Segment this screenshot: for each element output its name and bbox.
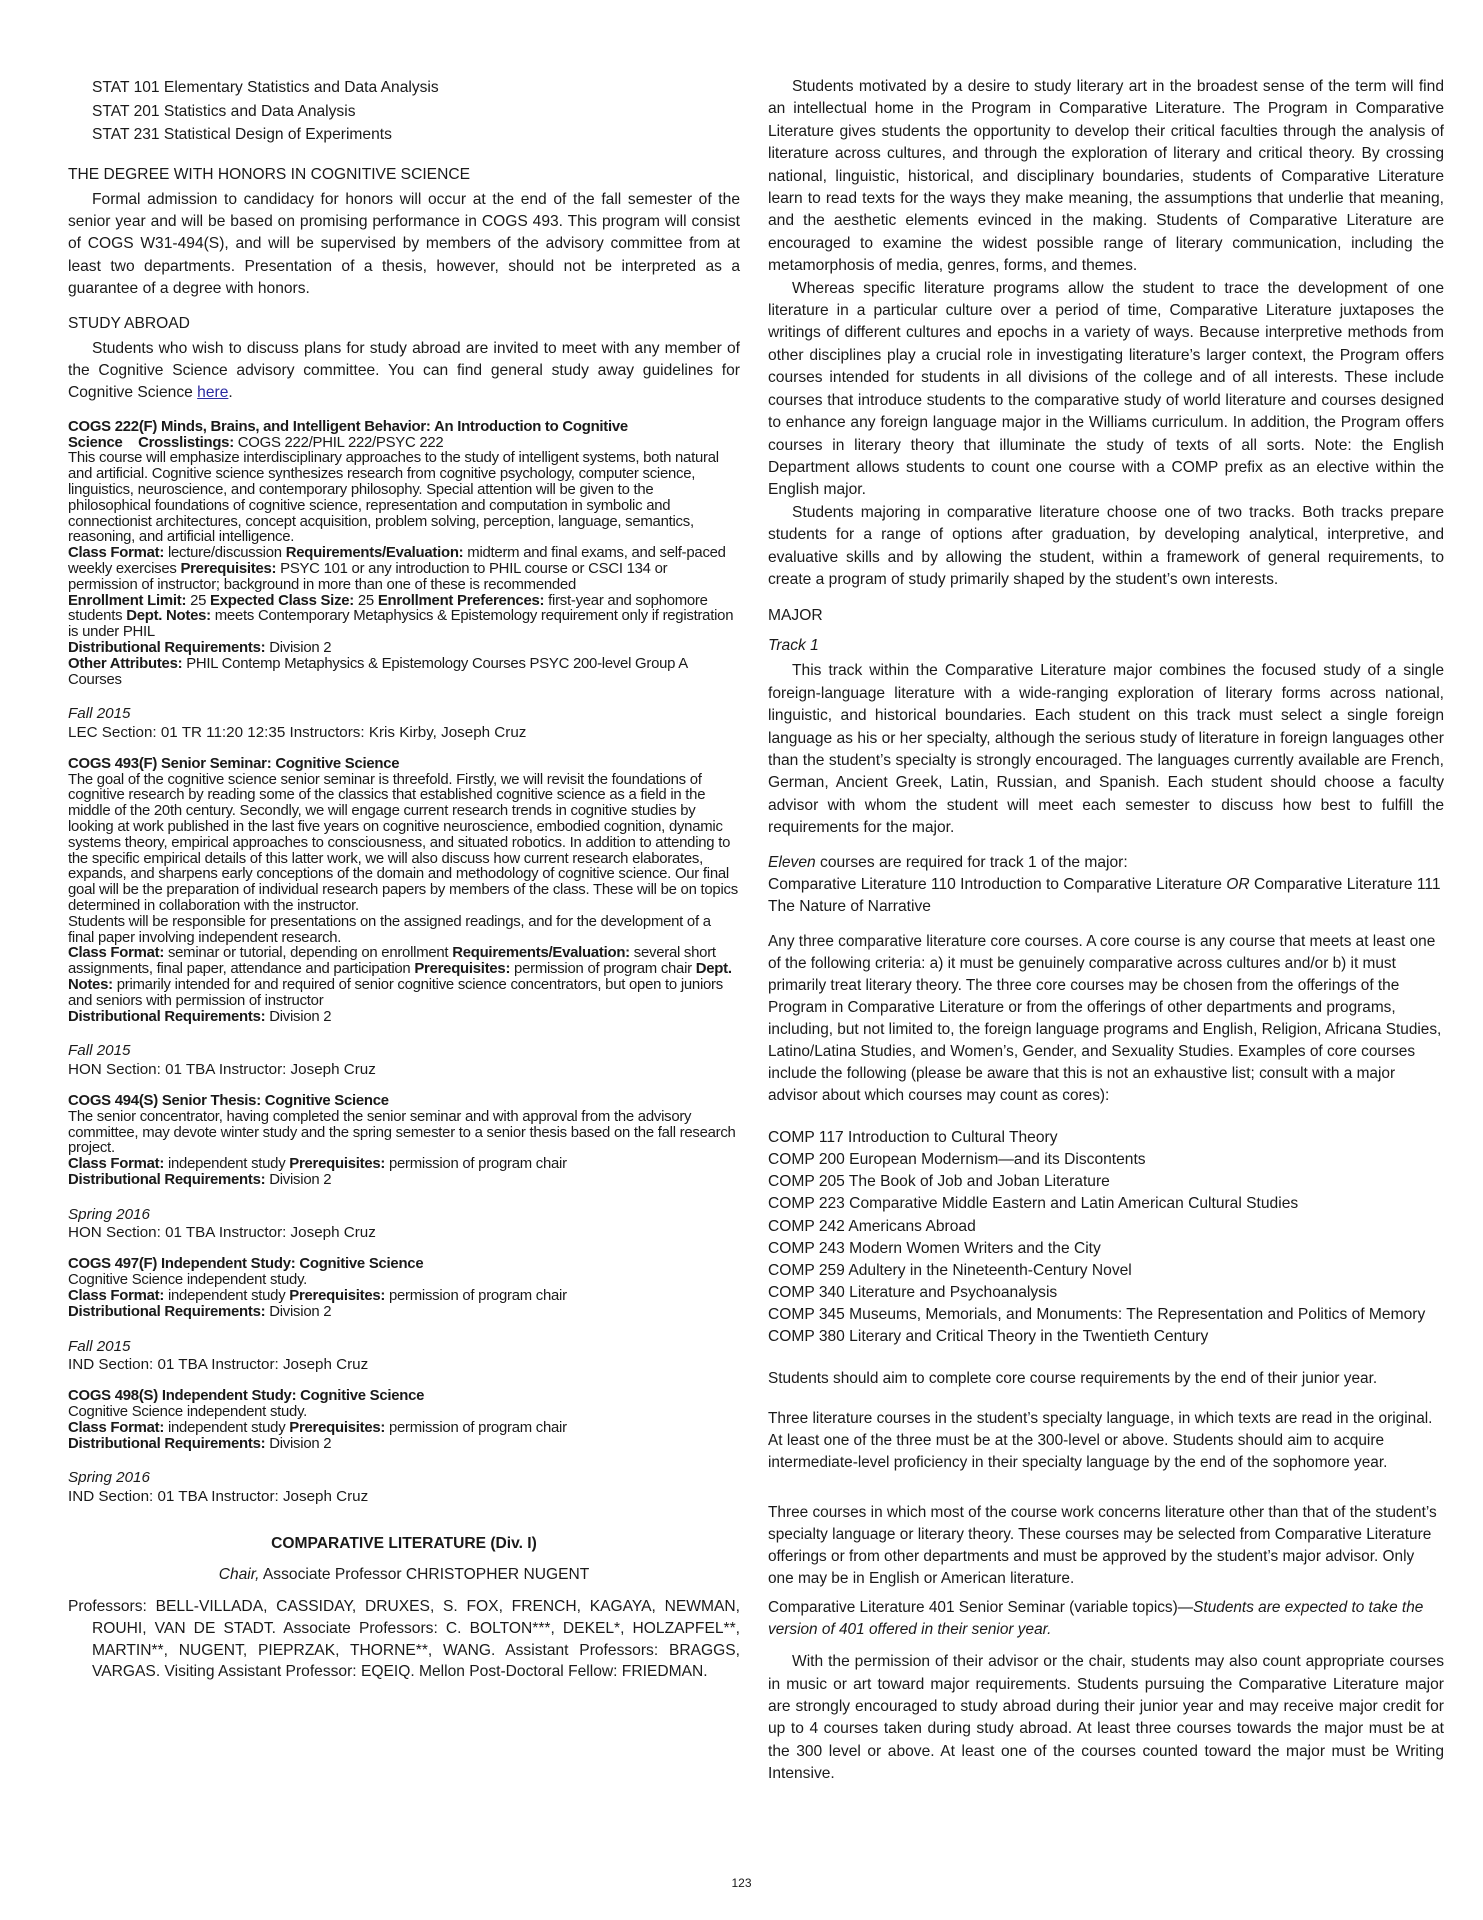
enrollment-preferences-label: Enrollment Preferences: — [377, 592, 545, 609]
study-abroad-end: . — [228, 384, 233, 402]
course-cogs-222 — [68, 420, 740, 689]
course-title: COGS 498(S) Independent Study: Cognitive Science — [68, 1388, 425, 1405]
prerequisites-label: Prerequisites: — [289, 1288, 386, 1304]
course-title: COGS 493(F) Senior Seminar: Cognitive Science — [68, 755, 400, 772]
right-column — [768, 76, 1444, 1786]
prerequisites-value: PSYC 101 or any introduction to PHIL course or CSCI 134 or permission of instructor; background in more than one of these is recommended — [68, 560, 668, 593]
enrollment-limit-label: Enrollment Limit: — [68, 592, 187, 609]
prerequisites-value: permission of program chair — [510, 961, 696, 978]
course-description: The senior concentrator, having completed the senior seminar and with approval from the advisory committee, may devote winter study and the spring semester to a senior thesis based on the fall research project. — [68, 1108, 736, 1157]
prerequisites-label: Prerequisites: — [180, 560, 277, 577]
specialty-language-paragraph: Three literature courses in the student’s specialty language, in which texts are read in the original. At least one of the three must be at the 300-level or above. Students should aim to acquire intermediate-level proficiency in their specialty language by the end of the sophomore year. — [768, 1410, 1433, 1472]
distributional-value: Division 2 — [265, 1172, 332, 1189]
course-schedule — [68, 1206, 740, 1243]
req-or: OR — [1226, 875, 1250, 893]
section-info: HON Section: 01 TBA Instructor: Joseph Cruz — [68, 1060, 376, 1078]
course-description: Cognitive Science independent study. — [68, 1403, 308, 1420]
req-part-a: Comparative Literature 110 Introduction to Comparative Literature — [768, 875, 1227, 893]
eleven-emphasis: Eleven — [768, 853, 816, 871]
crosslistings-label: Crosslistings: — [138, 434, 234, 451]
class-format-value: independent study — [164, 1419, 290, 1436]
course-description: Cognitive Science independent study. — [68, 1272, 308, 1289]
prerequisites-value: permission of program chair — [385, 1156, 567, 1173]
course-description: The goal of the cognitive science senior seminar is threefold. Firstly, we will revisit the foundations of cognitive research by reading some of the classics that established cognitive science as a field in the middle of the 20th century. Secondly, we will engage current research trends in cognitive studies by looking at work published in the last five years on cognitive neuroscience, embodied cognition, dynamic systems theory, empirical approaches to consciousness, and situated robotics. In addition to attending to the specific empirical details of this latter work, we will also discuss how current research elaborates, expands, and sharpens early conceptions of the domain and methodology of cognitive science. Our final goal will be the preparation of individual research papers by members of the class. These will be on topics determined in collaboration with the instructor. — [68, 771, 738, 915]
enrollment-limit-value: 25 — [186, 592, 211, 609]
prerequisites-label: Prerequisites: — [289, 1419, 386, 1436]
page-number: 123 — [731, 1876, 752, 1890]
course-cogs-498 — [68, 1389, 740, 1452]
dept-notes-value: meets Contemporary Metaphysics & Epistemology requirement only if registration is under PHIL — [68, 608, 734, 641]
intro-paragraph-1: Students motivated by a desire to study literary art in the broadest sense of the term will find an intellectual home in the Program in Comparative Literature. The Program in Comparative Literature gives students the opportunity to develop their critical faculties through the analysis of literature across cultures, and through the exploration of literary and critical theory. By crossing national, linguistic, historical, and disciplinary boundaries, students of Comparative Literature learn to read texts for the ways they make meaning, the assumptions that underlie that meaning, and the aesthetic elements evinced in the making. Students of Comparative Literature are encouraged to examine the widest possible range of literary communication, including the metamorphosis of media, genres, forms, and themes. — [768, 78, 1444, 275]
class-format-value: independent study — [164, 1156, 290, 1173]
prerequisites-label: Prerequisites: — [414, 961, 511, 978]
senior-seminar-line — [768, 1597, 1444, 1641]
expected-size-label: Expected Class Size: — [210, 592, 355, 609]
crosslistings-value: COGS 222/PHIL 222/PSYC 222 — [233, 434, 444, 451]
eleven-courses-line — [768, 852, 1444, 874]
dept-notes-label: Dept. Notes: — [126, 608, 211, 625]
class-format-label: Class Format: — [68, 1156, 165, 1173]
core-course-list — [768, 1127, 1444, 1348]
other-attributes-value: PHIL Contemp Metaphysics & Epistemology Courses PSYC 200-level Group A Courses — [68, 655, 688, 688]
distributional-value: Division 2 — [265, 1435, 332, 1452]
comp-lit-title: COMPARATIVE LITERATURE (Div. I) — [271, 1534, 537, 1552]
comp-lit-faculty: Professors: BELL-VILLADA, CASSIDAY, DRUXES, S. FOX, FRENCH, KAGAYA, NEWMAN, ROUHI, VAN DE STADT. Associate Professors: C. BOLTON***, DEKEL*, HOLZAPFEL**, MARTIN**, NUGENT, PIEPRZAK, THORNE**, WANG. Assistant Professors: BRAGGS, VARGAS. Visiting Assistant Professor: EQEIQ. Mellon Post-Doctoral Fellow: FRIEDMAN. — [68, 1597, 740, 1681]
stat-course-item: STAT 201 Statistics and Data Analysis — [92, 102, 356, 120]
core-course-item: COMP 243 Modern Women Writers and the City — [768, 1239, 1101, 1257]
requirements-value: midterm and final exams, and self-paced weekly exercises — [68, 545, 726, 577]
distributional-label: Distributional Requirements: — [68, 1303, 266, 1320]
eleven-rest: courses are required for track 1 of the major: — [815, 853, 1128, 871]
course-cogs-493 — [68, 757, 740, 1026]
term-label: Spring 2016 — [68, 1205, 150, 1223]
distributional-label: Distributional Requirements: — [68, 1435, 266, 1452]
class-format-label: Class Format: — [68, 1288, 165, 1304]
chair-label: Chair, — [218, 1565, 260, 1583]
distributional-label: Distributional Requirements: — [68, 639, 266, 656]
final-paragraph: With the permission of their advisor or the chair, students may also count appropriate courses in music or art toward major requirements. Students pursuing the Comparative Literature major are strongly encouraged to study abroad during their junior year and may receive major credit for up to 4 courses taken during study abroad. At least three courses towards the major must be at the 300 level or above. At least one of the courses counted toward the major must be Writing Intensive. — [768, 1653, 1444, 1783]
other-literature-paragraph: Three courses in which most of the course work concerns literature other than that of the student’s specialty language or literary theory. These courses may be selected from Comparative Literature offerings or from other departments and must be approved by the student’s major advisor. Only one may be in English or American literature. — [768, 1504, 1437, 1588]
enrollment-preferences-value: first-year and sophomore students — [68, 592, 708, 625]
course-title: COGS 494(S) Senior Thesis: Cognitive Science — [68, 1093, 389, 1110]
core-courses-paragraph: Any three comparative literature core courses. A core course is any course that meets at least one of the following criteria: a) it must be genuinely comparative across cultures and/or b) it must primarily treat literary theory. The three core courses may be chosen from the offerings of the Program in Comparative Literature or from the offerings of other departments and programs, including, but not limited to, the foreign language programs and English, Religion, Africana Studies, Latino/Latina Studies, and Women’s, Gender, and Sexuality Studies. Examples of core courses include the following (please be aware that this is not an exhaustive list; consult with a major advisor about which courses may count as cores): — [768, 933, 1442, 1105]
distributional-label: Distributional Requirements: — [68, 1172, 266, 1189]
requirements-label: Requirements/Evaluation: — [452, 945, 630, 962]
stat-course-item: STAT 231 Statistical Design of Experiments — [92, 126, 392, 143]
term-label: Fall 2015 — [68, 1042, 131, 1060]
course-cogs-497 — [68, 1257, 740, 1320]
class-format-value: lecture/discussion — [164, 545, 286, 562]
core-course-item: COMP 200 European Modernism—and its Discontents — [768, 1151, 1146, 1169]
track-paragraph: This track within the Comparative Literature major combines the focused study of a single foreign-language literature with a wide-ranging exploration of literary forms across national, linguistic, and historical boundaries. Each student on this track must select a single foreign language as his or her specialty, although the serious study of literature in foreign languages other than the student’s specialty is strongly encouraged. The languages currently available are French, German, Ancient Greek, Latin, Russian, and Spanish. Each student should choose a faculty advisor with whom the student will meet each semester to discuss how best to fulfill the requirements for the major. — [768, 662, 1444, 837]
core-course-item: COMP 242 Americans Abroad — [768, 1217, 976, 1235]
major-heading: MAJOR — [768, 607, 823, 625]
course-title: COGS 222(F) Minds, Brains, and Intelligent Behavior: An Introduction to Cognitive Science — [68, 418, 628, 451]
course-title: COGS 497(F) Independent Study: Cognitive Science — [68, 1256, 424, 1273]
study-guidelines-link[interactable]: here — [197, 384, 229, 402]
course-cogs-494 — [68, 1094, 740, 1189]
honors-heading: THE DEGREE WITH HONORS IN COGNITIVE SCIENCE — [68, 165, 471, 183]
intro-paragraph-3: Students majoring in comparative literature choose one of two tracks. Both tracks prepare students for a range of options after graduation, by developing analytical, interpretive, and evaluative skills and by allowing the student, within a framework of general requirements, to create a program of study primarily shaped by the student’s own interests. — [768, 503, 1444, 588]
requirement-intro-course — [768, 874, 1444, 918]
class-format-value: independent study — [164, 1288, 290, 1304]
distributional-value: Division 2 — [265, 1008, 332, 1025]
section-info: IND Section: 01 TBA Instructor: Joseph Cruz — [68, 1487, 369, 1505]
comp-lit-heading — [68, 1533, 740, 1555]
req-part-b: Comparative Literature 111 The Nature of Narrative — [768, 875, 1441, 915]
core-course-item: COMP 380 Literary and Critical Theory in the Twentieth Century — [768, 1328, 1209, 1346]
chair-name: Associate Professor CHRISTOPHER NUGENT — [259, 1565, 590, 1583]
distributional-label: Distributional Requirements: — [68, 1008, 266, 1025]
aim-paragraph: Students should aim to complete core course requirements by the end of their junior year. — [768, 1370, 1378, 1388]
core-course-item: COMP 259 Adultery in the Nineteenth-Century Novel — [768, 1261, 1132, 1279]
requirements-value: several short assignments, final paper, attendance and participation — [68, 945, 716, 978]
stat-course-item: STAT 101 Elementary Statistics and Data Analysis — [92, 79, 439, 96]
distributional-value: Division 2 — [265, 639, 332, 656]
study-abroad-heading: STUDY ABROAD — [68, 314, 190, 332]
class-format-value: seminar or tutorial, depending on enrollment — [164, 945, 453, 962]
core-course-item: COMP 223 Comparative Middle Eastern and Latin American Cultural Studies — [768, 1195, 1299, 1213]
track-heading: Track 1 — [768, 637, 819, 655]
seminar-text: Comparative Literature 401 Senior Seminar (variable topics)— — [768, 1599, 1194, 1617]
left-column — [68, 76, 740, 1683]
class-format-label: Class Format: — [68, 945, 165, 962]
honors-body: Formal admission to candidacy for honors will occur at the end of the fall semester of the senior year and will be based on promising performance in COGS 493. This program will consist of COGS W31-494(S), and will be supervised by members of the advisory committee from at least two departments. Presentation of a thesis, however, should not be interpreted as a guarantee of a degree with honors. — [68, 190, 740, 298]
study-abroad-text: Students who wish to discuss plans for study abroad are invited to meet with any member of the Cognitive Science advisory committee. You can find general study away guidelines for Cognitive Science — [68, 339, 740, 402]
prerequisites-value: permission of program chair — [385, 1288, 567, 1304]
intro-paragraph-2: Whereas specific literature programs allow the student to trace the development of one literature in a particular culture over a period of time, Comparative Literature juxtaposes the writings of different cultures and epochs in a variety of ways. Because interpretive methods from other disciplines play a crucial role in investigating literature’s larger context, the Program offers courses intended for students in all divisions of the college and of all interests. These include courses that introduce students to the comparative study of world literature and courses designed to enhance any foreign language major in the Williams curriculum. In addition, the Program offers courses in literary theory that illuminate the study of texts of all sorts. Note: the English Department allows students to count one course with a COMP prefix as an elective within the English major. — [768, 279, 1444, 499]
section-info: IND Section: 01 TBA Instructor: Joseph Cruz — [68, 1355, 369, 1373]
prerequisites-value: permission of program chair — [385, 1419, 567, 1436]
dept-notes-value: primarily intended for and required of senior cognitive science concentrators, but open to juniors and seniors with permission of instructor — [68, 977, 723, 1009]
core-course-item: COMP 340 Literature and Psychoanalysis — [768, 1283, 1058, 1301]
core-course-item: COMP 345 Museums, Memorials, and Monuments: The Representation and Politics of Memory — [768, 1305, 1426, 1323]
section-info: LEC Section: 01 TR 11:20 12:35 Instructors: Kris Kirby, Joseph Cruz — [68, 723, 527, 741]
course-schedule — [68, 1042, 740, 1079]
term-label: Spring 2016 — [68, 1469, 150, 1487]
term-label: Fall 2015 — [68, 1337, 131, 1355]
term-label: Fall 2015 — [68, 705, 131, 723]
core-course-item: COMP 117 Introduction to Cultural Theory — [768, 1129, 1058, 1147]
comp-lit-chair — [68, 1564, 740, 1586]
other-attributes-label: Other Attributes: — [68, 655, 183, 672]
distributional-value: Division 2 — [265, 1303, 332, 1320]
prerequisites-label: Prerequisites: — [289, 1156, 386, 1173]
seminar-note: Students are expected to take the version of 401 offered in their senior year. — [768, 1599, 1424, 1639]
dept-notes-label: Dept. Notes: — [68, 961, 732, 994]
course-description-2: Students will be responsible for presentations on the assigned readings, and for the development of a final paper involving independent research. — [68, 913, 711, 946]
expected-size-value: 25 — [354, 592, 378, 609]
section-info: HON Section: 01 TBA Instructor: Joseph Cruz — [68, 1224, 376, 1242]
class-format-label: Class Format: — [68, 1419, 165, 1436]
course-schedule — [68, 1469, 740, 1506]
core-course-item: COMP 205 The Book of Job and Joban Literature — [768, 1173, 1110, 1191]
stat-course-list — [68, 76, 740, 147]
course-description: This course will emphasize interdisciplinary approaches to the study of intelligent systems, both natural and artificial. Cognitive science synthesizes research from cognitive psychology, computer science, linguistics, neuroscience, and contemporary philosophy. Special attention will be given to the philosophical foundations of cognitive science, representation and computation in symbolic and connectionist architectures, concept acquisition, problem solving, perception, language, semantics, reasoning, and artificial intelligence. — [68, 450, 719, 546]
requirements-label: Requirements/Evaluation: — [285, 545, 464, 562]
course-schedule — [68, 705, 740, 742]
study-abroad-body — [68, 338, 740, 405]
class-format-label: Class Format: — [68, 545, 165, 562]
course-schedule — [68, 1338, 740, 1375]
